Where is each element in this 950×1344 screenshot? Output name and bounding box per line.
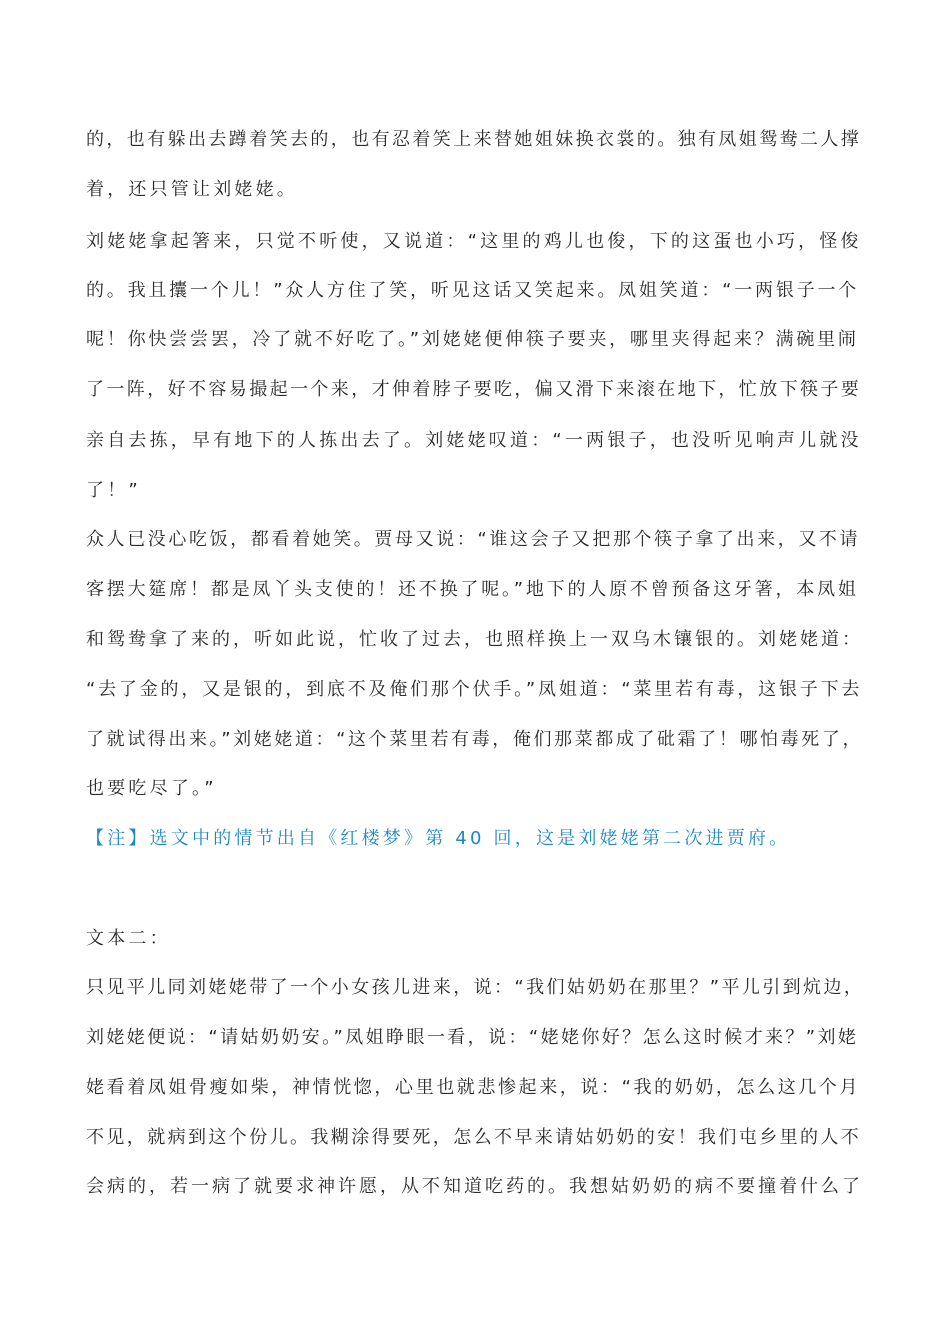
text-one-line-5: 呢！你快尝尝罢，冷了就不好吃了。”刘姥姥便伸筷子要夹，哪里夹得起来？满碗里闹 [86,329,859,350]
text-two-line-1: 只见平儿同刘姥姥带了一个小女孩儿进来，说：“我们姑奶奶在那里？”平儿引到炕边， [86,977,865,998]
text-one-line-12: “去了金的，又是银的，到底不及俺们那个伏手。”凤姐道：“菜里若有毒，这银子下去 [86,679,863,700]
text-one-line-8: 了！” [86,480,141,501]
text-one-line-13: 了就试得出来。”刘姥姥道：“这个菜里若有毒，俺们那菜都成了砒霜了！哪怕毒死了， [86,729,864,750]
text-one-line-9: 众人已没心吃饭，都看着她笑。贾母又说：“谁这会子又把那个筷子拿了出来，又不请 [86,529,861,550]
text-one-line-7: 亲自去拣，早有地下的人拣出去了。刘姥姥叹道：“一两银子，也没听见响声儿就没 [86,430,862,451]
text-two-line-2: 刘姥姥便说：“请姑奶奶安。”凤姐睁眼一看，说：“姥姥你好？怎么这时候才来？”刘姥 [86,1027,859,1048]
text-one-line-6: 了一阵，好不容易撮起一个来，才伸着脖子要吃，偏又滑下来滚在地下，忙放下筷子要 [86,379,862,400]
text-two-line-5: 会病的，若一病了就要求神许愿，从不知道吃药的。我想姑奶奶的病不要撞着什么了 [86,1176,863,1197]
text-one-line-3: 刘姥姥拿起箸来，只觉不听使，又说道：“这里的鸡儿也俊，下的这蛋也小巧，怪俊 [86,231,862,252]
section-heading-text-two: 文本二： [86,928,171,949]
text-one-line-10: 客摆大筵席！都是凤丫头支使的！还不换了呢。”地下的人原不曾预备这牙箸，本凤姐 [86,579,859,600]
text-one-line-1: 的，也有躲出去蹲着笑去的，也有忍着笑上来替她姐妹换衣裳的。独有凤姐鸳鸯二人撑 [86,129,862,150]
text-two-line-3: 姥看着凤姐骨瘦如柴，神情恍惚，心里也就悲惨起来，说：“我的奶奶，怎么这几个月 [86,1077,861,1098]
text-one-line-4: 的。我且攮一个儿！”众人方住了笑，听见这话又笑起来。凤姐笑道：“一两银子一个 [86,280,860,301]
footnote: 【注】选文中的情节出自《红楼梦》第 40 回，这是刘姥姥第二次进贾府。 [86,828,791,849]
text-one-line-2: 着，还只管让刘姥姥。 [86,179,298,200]
text-one-line-14: 也要吃尽了。” [86,778,217,799]
text-one-line-11: 和鸳鸯拿了来的，听如此说，忙收了过去，也照样换上一双乌木镶银的。刘姥姥道： [86,629,863,650]
text-two-line-4: 不见，就病到这个份儿。我糊涂得要死，怎么不早来请姑奶奶的安！我们屯乡里的人不 [86,1127,862,1148]
